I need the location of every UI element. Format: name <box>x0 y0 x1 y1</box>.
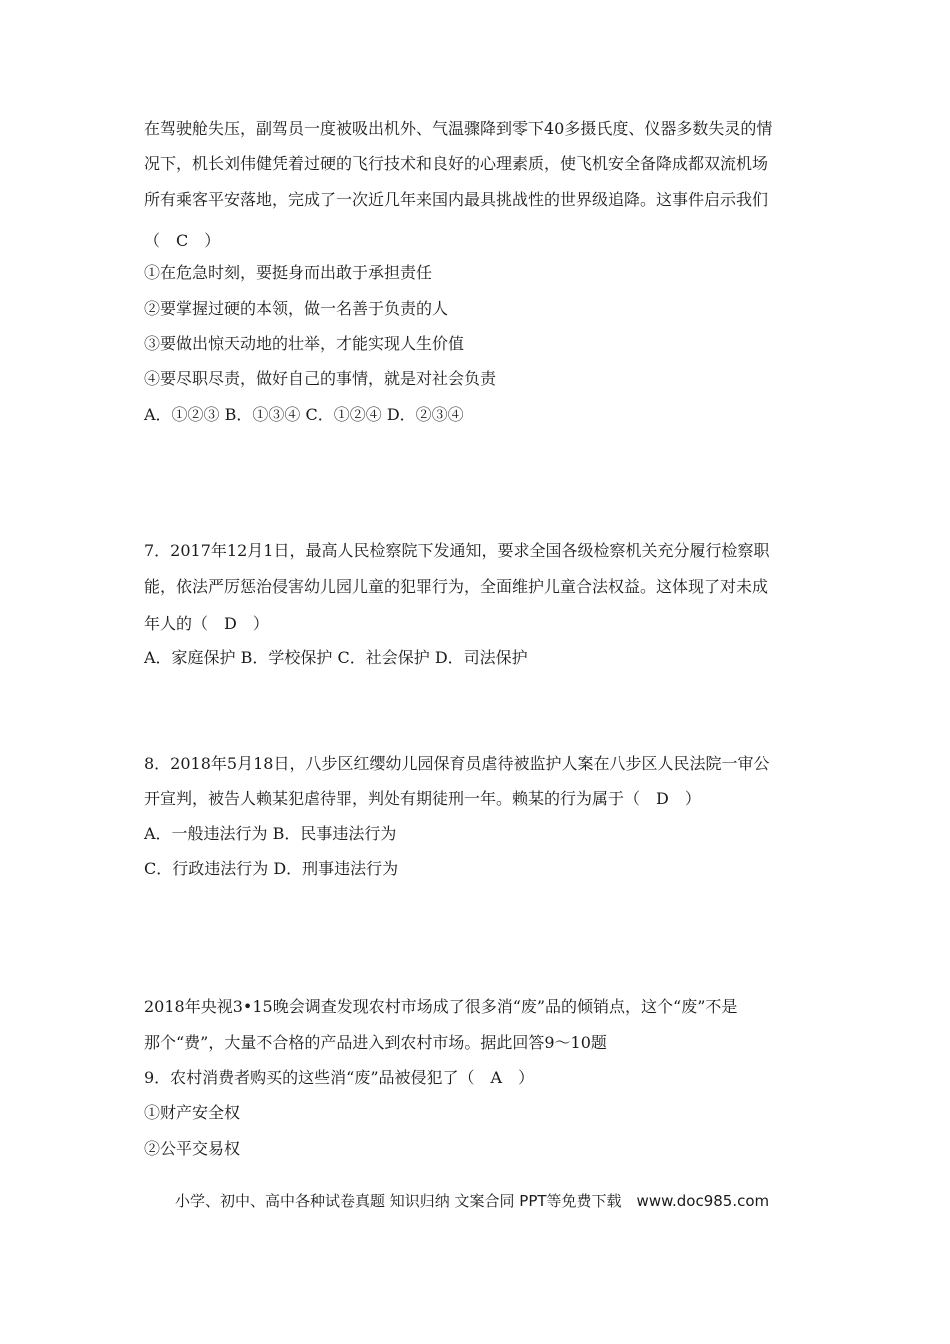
intro-option-1: ①在危急时刻，要挺身而出敢于承担责任 <box>144 263 433 282</box>
q8-choices-1: A．一般违法行为 B．民事违法行为 <box>144 824 397 843</box>
footer-text: 小学、初中、高中各种试卷真题 知识归纳 文案合同 PPT等免费下载 www.doc985.com <box>175 1192 770 1210</box>
intro-line-1: 在驾驶舱失压，副驾员一度被吸出机外、气温骤降到零下40多摄氏度、仪器多数失灵的情 <box>144 119 773 138</box>
q9-10-intro-2: 那个“费”，大量不合格的产品进入到农村市场。据此回答9～10题 <box>144 1033 607 1052</box>
intro-answer: （ C ） <box>144 231 221 250</box>
q9-option-2: ②公平交易权 <box>144 1139 241 1158</box>
q7-line-1: 7．2017年12月1日，最高人民检察院下发通知，要求全国各级检察机关充分履行检察职 <box>144 541 770 560</box>
q8-choices-2: C．行政违法行为 D．刑事违法行为 <box>144 859 399 878</box>
q9-option-1: ①财产安全权 <box>144 1103 241 1122</box>
q7-line-2: 能，依法严厉惩治侵害幼儿园儿童的犯罪行为，全面维护儿童合法权益。这体现了对未成 <box>144 577 769 596</box>
intro-option-4: ④要尽职尽责，做好自己的事情，就是对社会负责 <box>144 369 497 388</box>
q9-line: 9．农村消费者购买的这些消“废”品被侵犯了（ A ） <box>144 1068 535 1087</box>
q9-10-intro-1: 2018年央视3•15晚会调查发现农村市场成了很多消“废”品的倾销点，这个“废”不是 <box>144 997 738 1016</box>
intro-option-2: ②要掌握过硬的本领，做一名善于负责的人 <box>144 299 449 318</box>
q8-line-2: 开宣判，被告人赖某犯虐待罪，判处有期徒刑一年。赖某的行为属于（ D ） <box>144 789 701 808</box>
intro-option-3: ③要做出惊天动地的壮举，才能实现人生价值 <box>144 334 465 353</box>
intro-line-3: 所有乘客平安落地，完成了一次近几年来国内最具挑战性的世界级追降。这事件启示我们 <box>144 190 769 209</box>
intro-choices: A．①②③ B．①③④ C．①②④ D．②③④ <box>144 405 464 424</box>
q8-line-1: 8．2018年5月18日，八步区红缨幼儿园保育员虐待被监护人案在八步区人民法院一审公 <box>144 754 770 773</box>
q7-choices: A．家庭保护 B．学校保护 C．社会保护 D．司法保护 <box>144 648 528 667</box>
q7-line-3: 年人的（ D ） <box>144 614 269 633</box>
intro-line-2: 况下，机长刘伟健凭着过硬的飞行技术和良好的心理素质，使飞机安全备降成都双流机场 <box>144 154 769 173</box>
